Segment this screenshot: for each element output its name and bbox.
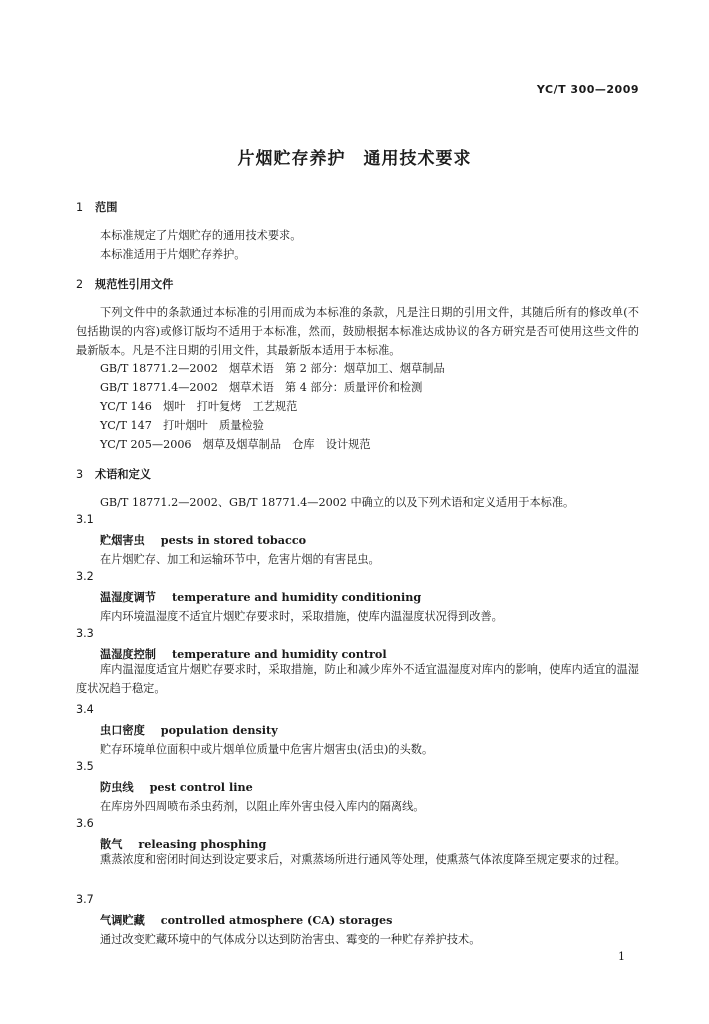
term-number: 3.6	[76, 817, 94, 830]
document-title: 片烟贮存养护 通用技术要求	[237, 149, 472, 169]
term-zh: 气调贮藏	[100, 914, 145, 927]
section-number: 2	[76, 278, 84, 291]
term-number: 3.1	[76, 513, 94, 526]
paragraph: GB/T 18771.2—2002、GB/T 18771.4—2002 中确立的以及下列术语和定义适用于本标准。	[100, 496, 575, 509]
reference-item: YC/T 205—2006 烟草及烟草制品 仓库 设计规范	[100, 438, 371, 451]
page-number: 1	[618, 950, 625, 963]
term-entry	[100, 779, 253, 795]
term-number: 3.2	[76, 570, 94, 583]
paragraph: 下列文件中的条款通过本标准的引用而成为本标准的条款，凡是注日期的引用文件，其随后所有的修改单(不包括勘误的内容)或修订版均不适用于本标准，然而，鼓励根据本标准达成协议的各方研究是否可使用这些文件的最新版本。凡是不注日期的引用文件，其最新版本适用于本标准。	[76, 306, 639, 357]
term-definition: 库内环境温湿度不适宜片烟贮存要求时，采取措施，使库内温湿度状况得到改善。	[100, 610, 503, 623]
section-heading-normative-references	[76, 276, 173, 292]
standard-code: YC/T 300—2009	[536, 83, 639, 96]
reference-item: YC/T 146 烟叶 打叶复烤 工艺规范	[100, 400, 298, 413]
section-heading-scope	[76, 199, 117, 215]
term-definition: 在库房外四周喷布杀虫药剂，以阻止库外害虫侵入库内的隔离线。	[100, 800, 425, 813]
reference-item: GB/T 18771.4—2002 烟草术语 第 4 部分：质量评价和检测	[100, 381, 423, 394]
paragraph: 本标准规定了片烟贮存的通用技术要求。	[100, 229, 302, 242]
term-entry	[100, 589, 421, 605]
term-zh: 虫口密度	[100, 724, 145, 737]
term-number: 3.4	[76, 703, 94, 716]
reference-item: GB/T 18771.2—2002 烟草术语 第 2 部分：烟草加工、烟草制品	[100, 362, 445, 375]
term-number: 3.7	[76, 893, 94, 906]
section-heading-terms-definitions	[76, 466, 151, 482]
term-en: population density	[160, 723, 278, 737]
term-en: pests in stored tobacco	[160, 533, 307, 547]
term-en: temperature and humidity conditioning	[171, 590, 422, 604]
term-number: 3.5	[76, 760, 94, 773]
term-en: pest control line	[149, 780, 253, 794]
term-definition: 库内温湿度适宜片烟贮存要求时，采取措施，防止和减少库外不适宜温湿度对库内的影响，使库内适宜的温湿度状况趋于稳定。	[76, 663, 639, 695]
term-en: releasing phosphing	[138, 837, 267, 851]
term-entry	[100, 532, 306, 548]
section-title: 术语和定义	[95, 468, 151, 481]
term-zh: 防虫线	[100, 781, 134, 794]
term-zh: 散气	[100, 838, 123, 851]
term-definition: 熏蒸浓度和密闭时间达到设定要求后，对熏蒸场所进行通风等处理，使熏蒸气体浓度降至规定要求的过程。	[100, 853, 626, 866]
reference-item: YC/T 147 打叶烟叶 质量检验	[100, 419, 264, 432]
term-en: controlled atmosphere (CA) storages	[160, 913, 393, 927]
section-title: 范围	[95, 201, 118, 214]
paragraph: 本标准适用于片烟贮存养护。	[100, 248, 246, 261]
term-number: 3.3	[76, 627, 94, 640]
term-entry	[100, 912, 392, 928]
section-title: 规范性引用文件	[95, 278, 174, 291]
term-definition: 在片烟贮存、加工和运输环节中，危害片烟的有害昆虫。	[100, 553, 380, 566]
term-definition: 通过改变贮藏环境中的气体成分以达到防治害虫、霉变的一种贮存养护技术。	[100, 933, 481, 946]
term-zh: 贮烟害虫	[100, 534, 145, 547]
term-definition: 贮存环境单位面积中或片烟单位质量中危害片烟害虫(活虫)的头数。	[100, 743, 434, 756]
term-zh: 温湿度调节	[100, 591, 156, 604]
term-en: temperature and humidity control	[171, 647, 387, 661]
section-number: 1	[76, 201, 84, 214]
section-number: 3	[76, 468, 84, 481]
term-entry	[100, 722, 278, 738]
term-zh: 温湿度控制	[100, 648, 156, 661]
